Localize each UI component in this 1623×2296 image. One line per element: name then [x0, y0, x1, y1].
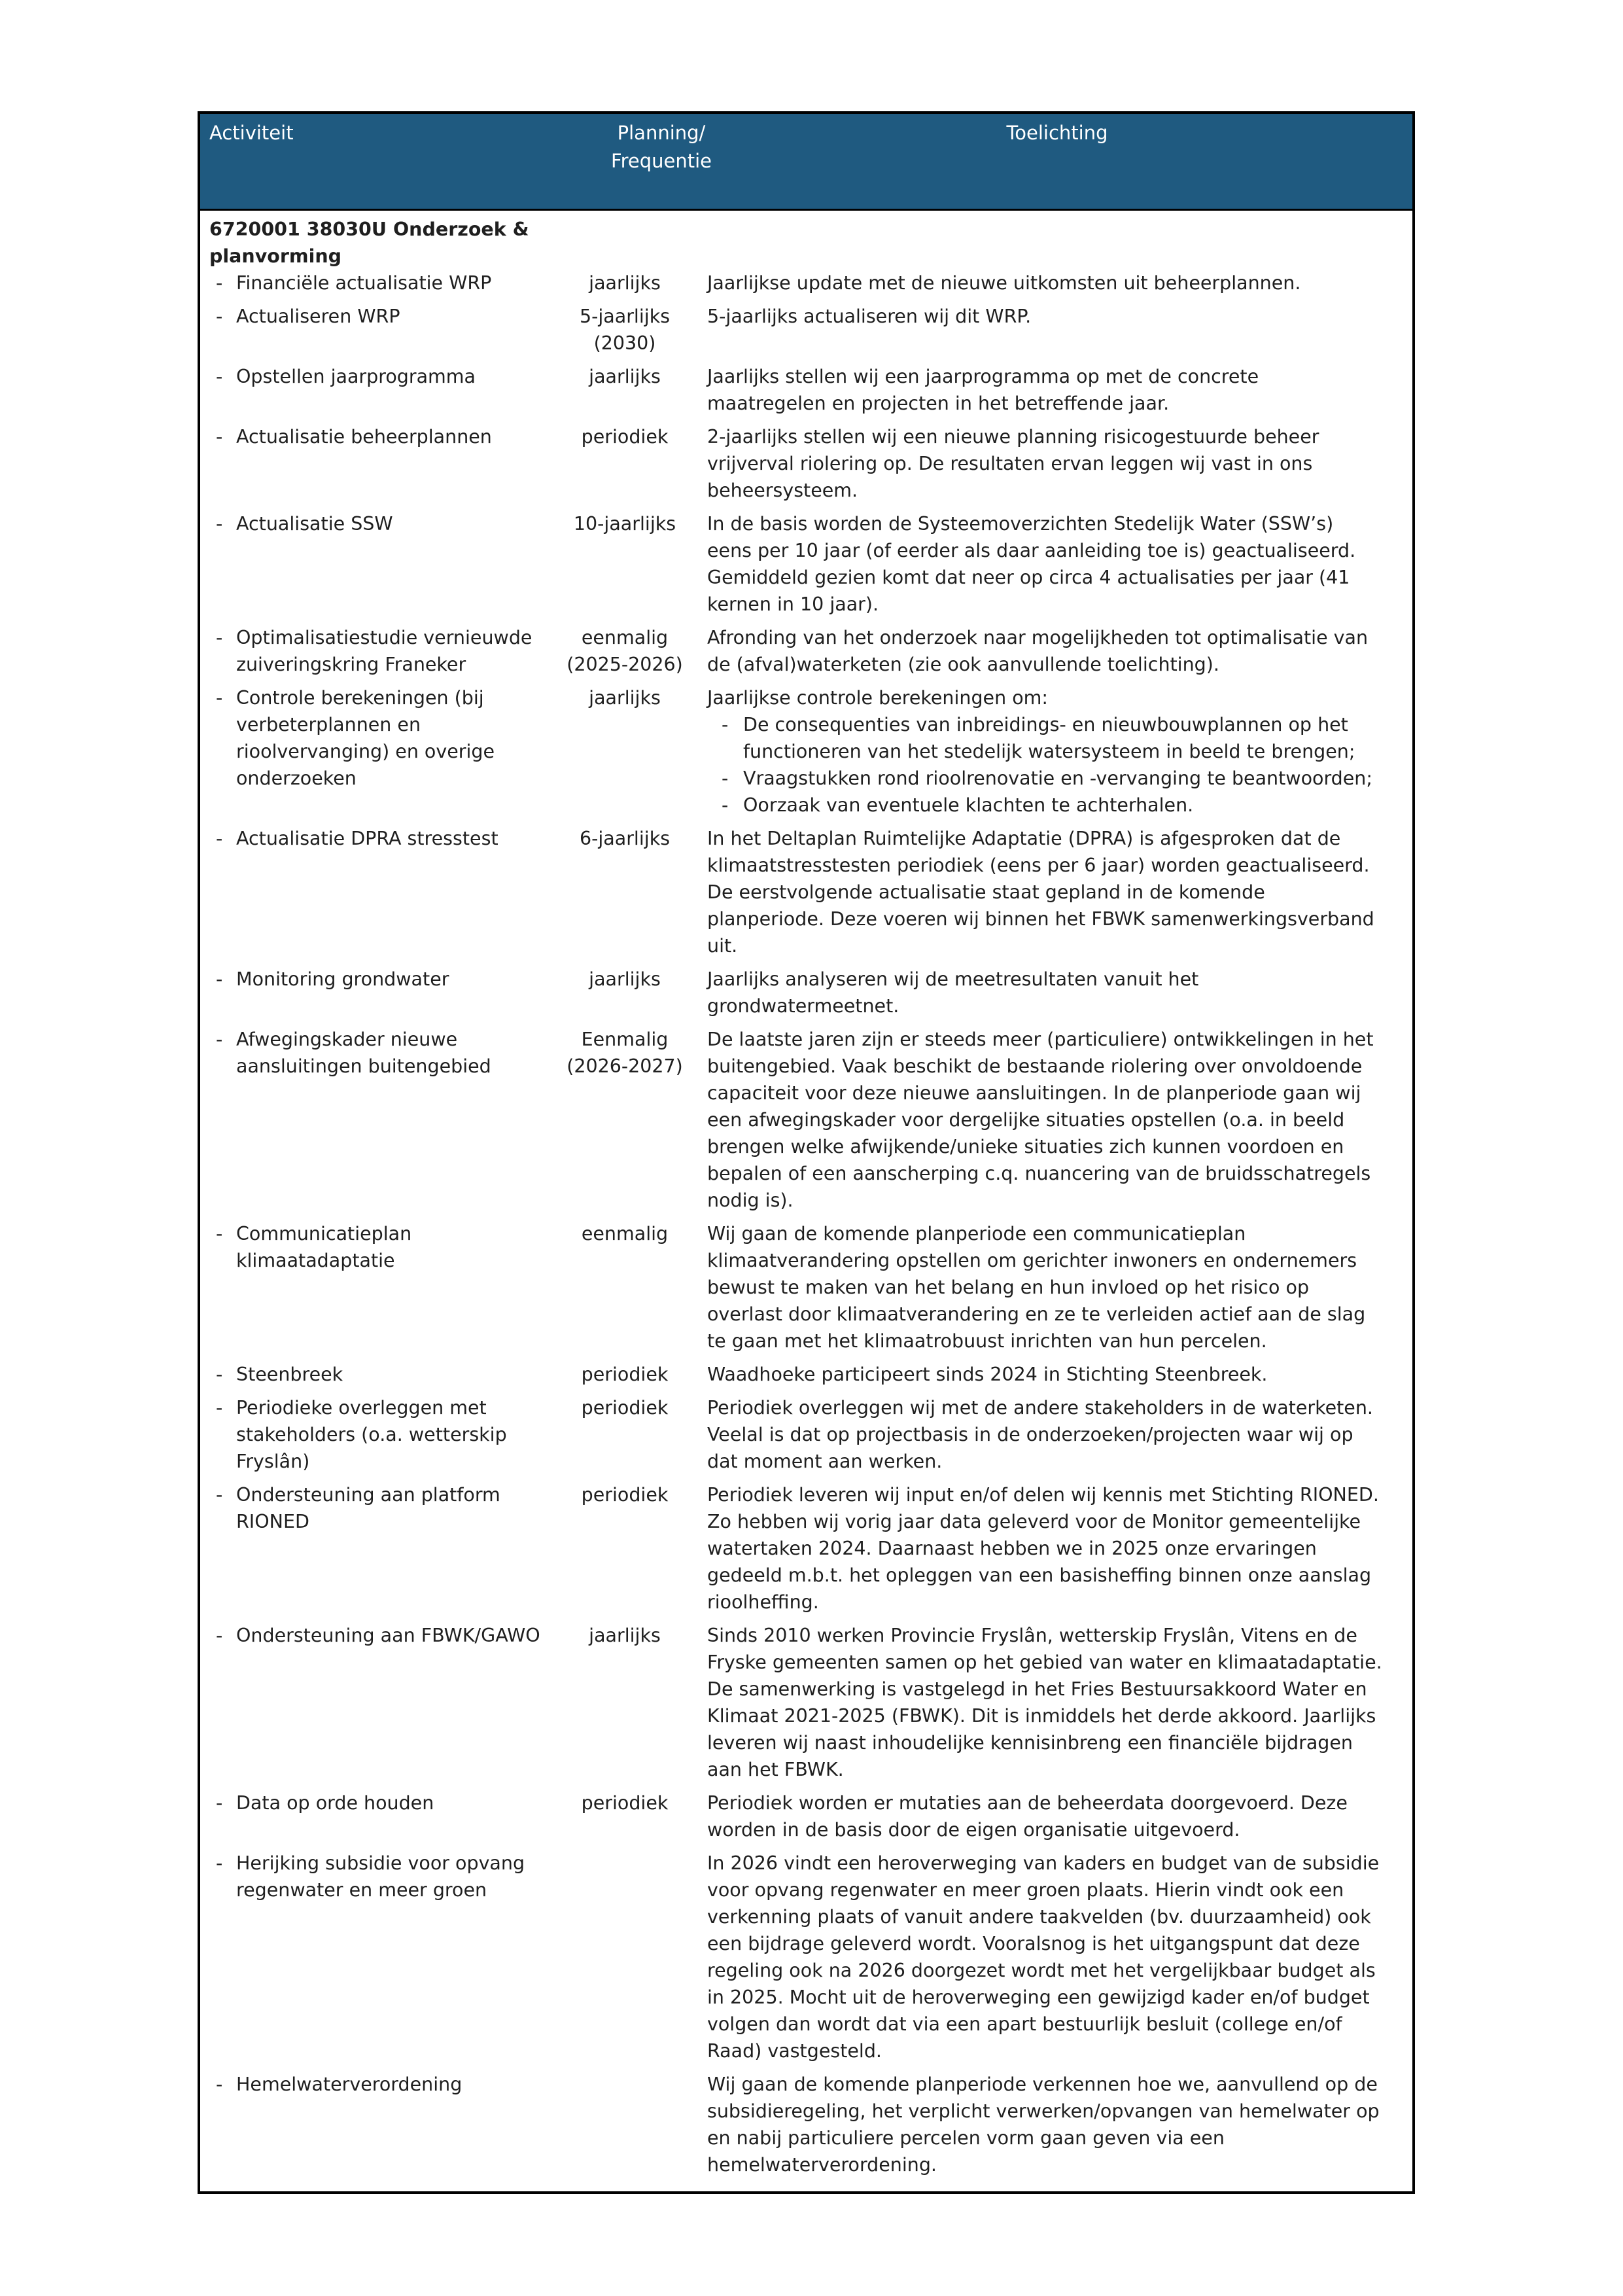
- table-row: [200, 1790, 1412, 1843]
- bullet-dash: -: [216, 306, 223, 327]
- bullet-dash: -: [216, 366, 223, 387]
- table-row: [200, 1481, 1412, 1616]
- explanation-cell: [693, 510, 1391, 618]
- table-body: [200, 211, 1412, 2191]
- activity-label: Actualiseren WRP: [236, 306, 400, 327]
- table-rows: [200, 270, 1412, 2178]
- explanation-cell: [693, 1481, 1391, 1616]
- activity-cell: [200, 2071, 557, 2178]
- activity-cell: [200, 270, 557, 296]
- bullet-dash: -: [216, 828, 223, 849]
- activity-label: Data op orde houden: [236, 1792, 434, 1814]
- bullet-dash: -: [216, 1792, 223, 1814]
- activity-label: Hemelwaterverordening: [236, 2074, 462, 2095]
- bullet-dash: -: [216, 272, 223, 294]
- table-header: [200, 114, 1412, 211]
- planning-cell: periodiek: [581, 1484, 669, 1506]
- explanation-text: Jaarlijkse update met de nieuwe uitkomsten uit beheerplannen.: [707, 272, 1301, 294]
- activity-label: Opstellen jaarprogramma: [236, 366, 476, 387]
- explanation-text: Periodiek leveren wij input en/of delen wij kennis met Stichting RIONED. Zo hebben wij vorig jaar data geleverd voor de Monitor gemeentelijke watertaken 2024. Daarnaast hebben we in 2025 onze ervaringen gedeeld m.b.t. het opleggen van een basisheffing binnen onze aanslag rioolheffing.: [707, 1484, 1379, 1613]
- explanation-cell: [693, 363, 1391, 417]
- bullet-dash: -: [216, 426, 223, 448]
- planning-cell: jaarlijks: [589, 1625, 661, 1646]
- sub-item-text: Vraagstukken rond rioolrenovatie en -vervanging te beantwoorden;: [743, 768, 1372, 789]
- header-planning-line1: Planning/: [617, 122, 706, 144]
- explanation-cell: [693, 303, 1391, 357]
- planning-cell: [557, 1850, 693, 2064]
- activity-cell: [200, 624, 557, 678]
- bullet-dash: -: [216, 2074, 223, 2095]
- bullet-dash: -: [216, 627, 223, 648]
- table-row: [200, 624, 1412, 678]
- table-row: [200, 825, 1412, 959]
- planning-cell: periodiek: [581, 426, 669, 448]
- activity-cell: [200, 510, 557, 618]
- explanation-text: Afronding van het onderzoek naar mogelijkheden tot optimalisatie van de (afval)waterketen (zie ook aanvullende toelichting).: [707, 627, 1369, 675]
- planning-cell: eenmalig: [581, 1223, 669, 1245]
- header-planning-line2: Frequentie: [611, 150, 712, 172]
- bullet-dash: -: [216, 687, 223, 709]
- explanation-cell: [693, 1394, 1391, 1475]
- bullet-dash: -: [216, 1625, 223, 1646]
- activity-cell: [200, 363, 557, 417]
- bullet-dash: -: [216, 513, 223, 535]
- table-row: [200, 363, 1412, 417]
- activity-cell: [200, 966, 557, 1019]
- activity-cell: [200, 1394, 557, 1475]
- planning-cell: jaarlijks: [589, 272, 661, 294]
- explanation-text: 2-jaarlijks stellen wij een nieuwe planning risicogestuurde beheer vrijverval riolering op. De resultaten ervan leggen wij vast in ons beheersysteem.: [707, 426, 1319, 501]
- bullet-dash: -: [216, 1397, 223, 1419]
- explanation-text: Periodiek worden er mutaties aan de beheerdata doorgevoerd. Deze worden in de basis door de eigen organisatie uitgevoerd.: [707, 1792, 1348, 1841]
- activity-label: Periodieke overleggen met stakeholders (o.a. wetterskip Fryslân): [236, 1397, 507, 1472]
- planning-cell: jaarlijks: [589, 968, 661, 990]
- activity-label: Optimalisatiestudie vernieuwde zuiveringskring Franeker: [236, 627, 532, 675]
- planning-cell: [557, 2071, 693, 2178]
- explanation-text: 5-jaarlijks actualiseren wij dit WRP.: [707, 306, 1032, 327]
- explanation-text: In 2026 vindt een heroverweging van kaders en budget van de subsidie voor opvang regenwater en meer groen plaats. Hierin vindt ook een verkenning plaats of vanuit andere taakvelden (bv. duurzaamheid) ook een bijdrage geleverd wordt. Vooralsnog is het uitgangspunt dat deze regeling ook na 2026 doorgezet wordt met het vergelijkbaar budget als in 2025. Mocht uit de heroverweging een gewijzigd kader en/of budget volgen dan wordt dat via een apart bestuurlijk besluit (college en/of Raad) vastgesteld.: [707, 1852, 1380, 2062]
- bullet-dash: -: [216, 1852, 223, 1874]
- activity-table: [198, 111, 1415, 2194]
- table-row: [200, 510, 1412, 618]
- planning-cell: eenmalig (2025-2026): [567, 627, 683, 675]
- activity-label: Steenbreek: [236, 1364, 343, 1385]
- section-title: 6720001 38030U Onderzoek & planvorming: [209, 219, 529, 267]
- explanation-cell: [693, 1361, 1391, 1388]
- table-row: [200, 966, 1412, 1019]
- activity-cell: [200, 1026, 557, 1214]
- planning-cell: Eenmalig (2026-2027): [567, 1029, 683, 1077]
- explanation-cell: [693, 1850, 1391, 2064]
- explanation-text: Jaarlijks analyseren wij de meetresultaten vanuit het grondwatermeetnet.: [707, 968, 1199, 1017]
- activity-label: Communicatieplan klimaatadaptatie: [236, 1223, 412, 1271]
- table-row: [200, 1622, 1412, 1783]
- explanation-text: Jaarlijkse controle berekeningen om:: [707, 687, 1049, 709]
- table-row: [200, 1394, 1412, 1475]
- explanation-text: Waadhoeke participeert sinds 2024 in Stichting Steenbreek.: [707, 1364, 1268, 1385]
- table-row: [200, 684, 1412, 819]
- planning-cell: periodiek: [581, 1792, 669, 1814]
- bullet-dash: -: [216, 1029, 223, 1050]
- activity-cell: [200, 423, 557, 504]
- explanation-text: In de basis worden de Systeemoverzichten Stedelijk Water (SSW’s) eens per 10 jaar (of eerder als daar aanleiding toe is) geactualiseerd. Gemiddeld gezien komt dat neer op circa 4 actualisaties per jaar (41 kernen in 10 jaar).: [707, 513, 1356, 615]
- activity-cell: [200, 684, 557, 819]
- explanation-text: Wij gaan de komende planperiode een communicatieplan klimaatverandering opstellen om gerichter inwoners en ondernemers bewust te maken van het belang en hun invloed op het risico op overlast door klimaatverandering en ze te verleiden actief aan de slag te gaan met het klimaatrobuust inrichten van hun percelen.: [707, 1223, 1366, 1352]
- explanation-text: Sinds 2010 werken Provincie Fryslân, wetterskip Fryslân, Vitens en de Fryske gemeenten samen op het gebied van water en klimaatadaptatie. De samenwerking is vastgelegd in het Fries Bestuursakkoord Water en Klimaat 2021-2025 (FBWK). Dit is inmiddels het derde akkoord. Jaarlijks leveren wij naast inhoudelijke kennisinbreng een financiële bijdragen aan het FBWK.: [707, 1625, 1382, 1780]
- activity-label: Afwegingskader nieuwe aansluitingen buitengebied: [236, 1029, 491, 1077]
- table-row: [200, 423, 1412, 504]
- sub-item-text: Oorzaak van eventuele klachten te achterhalen.: [743, 794, 1194, 816]
- planning-cell: 6-jaarlijks: [579, 828, 671, 849]
- explanation-cell: [693, 1026, 1391, 1214]
- activity-cell: [200, 1790, 557, 1843]
- explanation-text: Periodiek overleggen wij met de andere stakeholders in de waterketen. Veelal is dat op projectbasis in de onderzoeken/projecten waar wij op dat moment aan werken.: [707, 1397, 1373, 1472]
- activity-cell: [200, 1622, 557, 1783]
- planning-cell: 5-jaarlijks (2030): [579, 306, 671, 354]
- table-row: [200, 303, 1412, 357]
- planning-cell: 10-jaarlijks: [573, 513, 676, 535]
- explanation-cell: [693, 1220, 1391, 1354]
- explanation-cell: [693, 684, 1391, 819]
- explanation-text: De laatste jaren zijn er steeds meer (particuliere) ontwikkelingen in het buitengebied. Vaak beschikt de bestaande riolering over onvoldoende capaciteit voor deze nieuwe aansluitingen. In de planperiode gaan wij een afwegingskader voor dergelijke situaties opstellen (o.a. in beeld brengen welke afwijkende/unieke situaties zich kunnen voordoen en bepalen of een aanscherping c.q. nuancering van de bruidsschatregels nodig is).: [707, 1029, 1374, 1211]
- activity-cell: [200, 1850, 557, 2064]
- table-row: [200, 270, 1412, 296]
- explanation-cell: [693, 2071, 1391, 2178]
- activity-label: Monitoring grondwater: [236, 968, 449, 990]
- planning-cell: jaarlijks: [589, 366, 661, 387]
- explanation-cell: [693, 1790, 1391, 1843]
- explanation-cell: [693, 270, 1391, 296]
- bullet-dash: -: [216, 1364, 223, 1385]
- explanation-cell: [693, 825, 1391, 959]
- activity-label: Actualisatie DPRA stresstest: [236, 828, 498, 849]
- sub-bullet-dash: -: [722, 794, 729, 816]
- table-row: [200, 1220, 1412, 1354]
- activity-cell: [200, 825, 557, 959]
- explanation-cell: [693, 624, 1391, 678]
- table-row: [200, 1850, 1412, 2064]
- activity-label: Ondersteuning aan FBWK/GAWO: [236, 1625, 540, 1646]
- explanation-text: Jaarlijks stellen wij een jaarprogramma op met de concrete maatregelen en projecten in het betreffende jaar.: [707, 366, 1259, 414]
- activity-cell: [200, 1481, 557, 1616]
- explanation-sub-item: [707, 792, 1382, 819]
- bullet-dash: -: [216, 968, 223, 990]
- activity-label: Financiële actualisatie WRP: [236, 272, 492, 294]
- explanation-sub-item: [707, 765, 1382, 792]
- explanation-text: Wij gaan de komende planperiode verkennen hoe we, aanvullend op de subsidieregeling, het verplicht verwerken/opvangen van hemelwater op en nabij particuliere percelen vorm gaan geven via een hemelwaterverordening.: [707, 2074, 1380, 2176]
- table-row: [200, 2071, 1412, 2178]
- explanation-text: In het Deltaplan Ruimtelijke Adaptatie (DPRA) is afgesproken dat de klimaatstresstesten periodiek (eens per 6 jaar) worden geactualiseerd. De eerstvolgende actualisatie staat gepland in de komende planperiode. Deze voeren wij binnen het FBWK samenwerkingsverband uit.: [707, 828, 1374, 957]
- table-row: [200, 1026, 1412, 1214]
- planning-cell: periodiek: [581, 1364, 669, 1385]
- activity-label: Ondersteuning aan platform RIONED: [236, 1484, 500, 1532]
- explanation-sub-item: [707, 711, 1382, 765]
- explanation-cell: [693, 966, 1391, 1019]
- header-explanation: Toelichting: [1006, 122, 1108, 144]
- activity-cell: [200, 1361, 557, 1388]
- explanation-cell: [693, 423, 1391, 504]
- activity-label: Herijking subsidie voor opvang regenwater en meer groen: [236, 1852, 525, 1901]
- activity-label: Controle berekeningen (bij verbeterplannen en rioolvervanging) en overige onderzoeken: [236, 687, 495, 789]
- bullet-dash: -: [216, 1223, 223, 1245]
- sub-item-text: De consequenties van inbreidings- en nieuwbouwplannen op het functioneren van het stedelijk watersysteem in beeld te brengen;: [743, 714, 1355, 762]
- activity-label: Actualisatie beheerplannen: [236, 426, 492, 448]
- sub-bullet-dash: -: [722, 714, 729, 735]
- header-activity: Activiteit: [209, 122, 294, 144]
- explanation-cell: [693, 1622, 1391, 1783]
- planning-cell: periodiek: [581, 1397, 669, 1419]
- activity-label: Actualisatie SSW: [236, 513, 393, 535]
- activity-cell: [200, 1220, 557, 1354]
- sub-bullet-dash: -: [722, 768, 729, 789]
- table-row: [200, 1361, 1412, 1388]
- activity-cell: [200, 303, 557, 357]
- planning-cell: jaarlijks: [589, 687, 661, 709]
- bullet-dash: -: [216, 1484, 223, 1506]
